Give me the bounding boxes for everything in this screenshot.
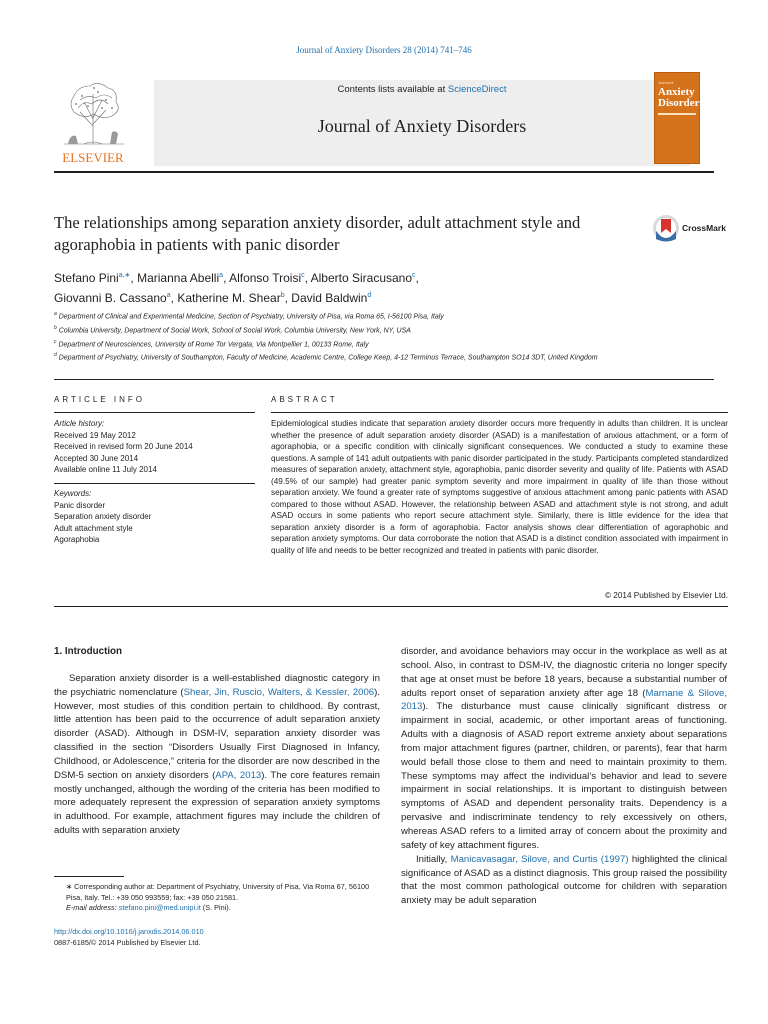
article-info-rule bbox=[54, 412, 255, 413]
keywords bbox=[54, 488, 255, 546]
keyword-item: Separation anxiety disorder bbox=[54, 512, 152, 521]
crossmark-icon bbox=[652, 211, 680, 245]
journal-masthead bbox=[54, 74, 714, 166]
article-info-heading: ARTICLE INFO bbox=[54, 395, 145, 404]
article-title: The relationships among separation anxiety disorder, adult attachment style and agoraphobia in patients with panic disorder bbox=[54, 213, 581, 254]
author-affiliation-marker[interactable]: c bbox=[412, 272, 416, 279]
author-affiliation-marker[interactable]: a bbox=[166, 292, 171, 299]
body-column-left bbox=[54, 645, 380, 838]
abstract-bottom-rule bbox=[54, 606, 728, 607]
reference-link[interactable]: Shear, Jin, Ruscio, Walters, & Kessler, 2006 bbox=[183, 686, 375, 698]
doi-block bbox=[54, 927, 380, 948]
reference-link[interactable]: Manicavasagar, Silove, and Curtis (1997) bbox=[450, 853, 629, 865]
body-paragraph: Separation anxiety disorder is a well-established diagnostic category in the psychiatric nomenclature (Shear, Jin, Ruscio, Walters, & Kessler, 2006). However, most studies of this condition pertain to childhood. By contrast, little attention has been paid to the occurrence of adult separation anxiety disorder (ASAD). Although in DSM-IV, separation anxiety disorder was classified in the section “Disorders Usually First Diagnosed in Infancy, Childhood, or Adolescence,” criteria for the disorder are now described in the DSM-5 section on anxiety disorders (APA, 2013). The core features remain mostly unchanged, although the wording of the criteria has been modified to more adequately represent the expression of separation anxiety symptoms in adulthood. For example, attachment figures may include the children of adults with separation anxiety bbox=[54, 672, 380, 837]
affiliation-marker: d bbox=[54, 352, 57, 359]
footnote-rule bbox=[54, 876, 124, 877]
author-affiliation-marker[interactable]: a,∗ bbox=[118, 272, 131, 279]
article-history bbox=[54, 418, 255, 476]
abstract-rule bbox=[271, 412, 728, 413]
journal-title[interactable]: Journal of Anxiety Disorders bbox=[317, 116, 527, 136]
sciencedirect-link[interactable]: ScienceDirect bbox=[447, 84, 507, 95]
affiliation-item bbox=[54, 323, 734, 337]
affiliation-list bbox=[54, 309, 734, 364]
affiliation-item bbox=[54, 337, 734, 351]
body-column-right bbox=[401, 645, 727, 908]
keyword-item: Agoraphobia bbox=[54, 535, 100, 544]
body-paragraph: disorder, and avoidance behaviors may occur in the workplace as well as at school. Also, in contrast to DSM-IV, the diagnostic criteria no longer specify that age at onset must be before 18 years, because a substantial number of adults report onset of separation anxiety after age 18 (Marnane & Silove, 2013). The disturbance must cause clinically significant distress or impairment in social, academic, or other important areas of functioning. Adults with a diagnosis of ASAD report extreme anxiety about separations from major attachment figures (partner, children, or parents), fear that harm would befall those close to them and need to maintain proximity to them. These symptoms may affect the individual’s behavior and lead to severe impairment in social relationships. It is important to distinguish between symptoms of ASAD and dependent personality traits. Dependency is a pervasive and indiscriminate tendency to rely excessively on others, whereas ASAD refers to a limited array of concern about the proximity and safety of key attachment figures. bbox=[401, 646, 728, 851]
author-name[interactable]: Marianna Abelli bbox=[137, 271, 220, 285]
history-item: Received in revised form 20 June 2014 bbox=[54, 442, 193, 451]
affiliation-text: Department of Clinical and Experimental Medicine, Section of Psychiatry, University of Pisa, via Roma 65, I-56100 Pisa, Italy bbox=[58, 313, 444, 321]
author-separator: , bbox=[284, 291, 292, 305]
author-name[interactable]: David Baldwin bbox=[291, 291, 368, 305]
keywords-label: Keywords: bbox=[54, 489, 92, 498]
section-rule bbox=[54, 379, 714, 380]
doi-link[interactable]: http://dx.doi.org/10.1016/j.janxdis.2014.06.010 bbox=[54, 927, 204, 936]
journal-banner bbox=[154, 80, 690, 166]
affiliation-item bbox=[54, 350, 734, 364]
keywords-rule bbox=[54, 483, 255, 484]
header-rule bbox=[54, 171, 714, 173]
history-item: Accepted 30 June 2014 bbox=[54, 453, 139, 463]
affiliation-text: Columbia University, Department of Social Work, School of Social Work, Columbia University, New York, NY, USA bbox=[58, 327, 411, 335]
author-separator: , bbox=[223, 271, 230, 285]
body-paragraph: Initially, Manicavasagar, Silove, and Curtis (1997) highlighted the clinical significance of ASAD as a distinct diagnosis. This group raised the possibility that the most common pathological outcome for children with separation anxiety may be adult separation bbox=[401, 853, 727, 907]
affiliation-item bbox=[54, 309, 734, 323]
author-name[interactable]: Katherine M. Shear bbox=[177, 291, 281, 305]
author-name[interactable]: Alfonso Troisi bbox=[229, 271, 302, 285]
author-name[interactable]: Giovanni B. Cassano bbox=[54, 291, 167, 305]
author-affiliation-marker[interactable]: c bbox=[301, 272, 305, 279]
abstract-heading: ABSTRACT bbox=[271, 395, 338, 404]
corresponding-author-note: ∗ Corresponding author at: Department of Psychiatry, University of Pisa, Via Roma 67, 56100 Pisa, Italy. Tel.: +39 050 993559; fax: +39 050 21581. bbox=[66, 882, 370, 902]
contents-prefix: Contents lists available at bbox=[337, 84, 448, 95]
affiliation-marker: b bbox=[54, 324, 57, 331]
abstract-text: Epidemiological studies indicate that separation anxiety disorder occurs more frequently in adults than children. It is unclear whether the presence of adult separation anxiety disorder (ASAD) is a manifestation of anxious attachment, or a form of agoraphobia, or a specific condition with clinically significant consequences. We conducted a study to examine these questions. A sample of 141 adult outpatients with panic disorder participated in the study. Participants completed standardized measures of separation anxiety, attachment style, agoraphobia, panic disorder severity and quality of life. Patients with ASAD (49.5% of our sample) had greater panic symptom severity and more impairment in quality of life than those without separation anxiety. We found a greater rate of symptoms suggestive of anxious attachment among panic patients with ASAD compared to those without ASAD. However, the relationship between ASAD and attachment style is not strong, and adult ASAD occurs in some patients who report secure attachment style. Similarly, there is little evidence for the idea that separation anxiety disorder is a form of agoraphobia. Factor analysis shows clear differentiation of agoraphobic and separation anxiety symptoms. Our data corroborate the notion that ASAD is a distinct condition associated with impairment in quality of life and needs to be better recognized and treated in patients with panic disorder. bbox=[271, 419, 728, 556]
affiliation-text: Department of Psychiatry, University of Southampton, Faculty of Medicine, Academic Centre, College Keep, 4-12 Terminus Terrace, Southampton SO14 3DT, United Kingdom bbox=[58, 354, 598, 362]
author-separator: , bbox=[170, 291, 178, 305]
elsevier-logo[interactable] bbox=[54, 74, 132, 166]
affiliation-text: Department of Neurosciences, University of Rome Tor Vergata, Via Montpellier 1, 00133 Rome, Italy bbox=[58, 340, 369, 348]
cover-band bbox=[658, 113, 696, 115]
contents-line bbox=[154, 84, 690, 95]
email-link[interactable]: stefano.pini@med.unipi.it bbox=[118, 903, 201, 912]
elsevier-wordmark: ELSEVIER bbox=[62, 150, 124, 165]
history-item: Received 19 May 2012 bbox=[54, 430, 136, 440]
journal-cover-thumbnail[interactable] bbox=[654, 72, 704, 164]
author-separator: , bbox=[130, 271, 138, 285]
author-affiliation-marker[interactable]: d bbox=[367, 292, 372, 299]
affiliation-marker: c bbox=[54, 338, 57, 345]
issn-line: 0887-6185/© 2014 Published by Elsevier Ltd. bbox=[54, 937, 201, 947]
history-item: Available online 11 July 2014 bbox=[54, 465, 157, 474]
keyword-item: Adult attachment style bbox=[54, 523, 133, 533]
author-separator: , bbox=[415, 271, 419, 285]
crossmark-label: CrossMark bbox=[682, 223, 726, 233]
footnote bbox=[54, 882, 380, 914]
reference-link[interactable]: APA, 2013 bbox=[215, 769, 262, 781]
crossmark-badge[interactable] bbox=[652, 211, 734, 247]
cover-title: Anxiety Disorders bbox=[658, 86, 704, 109]
journal-citation-link[interactable]: Journal of Anxiety Disorders 28 (2014) 741–746 bbox=[296, 45, 472, 55]
abstract-copyright: © 2014 Published by Elsevier Ltd. bbox=[604, 591, 728, 600]
affiliation-marker: a bbox=[54, 311, 57, 317]
author-affiliation-marker[interactable]: b bbox=[280, 292, 285, 299]
author-affiliation-marker[interactable]: a bbox=[219, 272, 224, 279]
cover-small-text: Journal of bbox=[658, 81, 674, 85]
author-list bbox=[54, 267, 614, 307]
author-name[interactable]: Stefano Pini bbox=[54, 271, 119, 285]
section-heading-introduction: 1. Introduction bbox=[54, 646, 123, 657]
reference-link[interactable]: Marnane & Silove, 2013 bbox=[401, 687, 728, 713]
author-separator: , bbox=[304, 271, 311, 285]
keyword-item: Panic disorder bbox=[54, 500, 106, 510]
history-label: Article history: bbox=[54, 419, 105, 428]
email-line: E-mail address: stefano.pini@med.unipi.it (S. Pini). bbox=[66, 903, 231, 912]
author-name[interactable]: Alberto Siracusano bbox=[310, 271, 413, 285]
